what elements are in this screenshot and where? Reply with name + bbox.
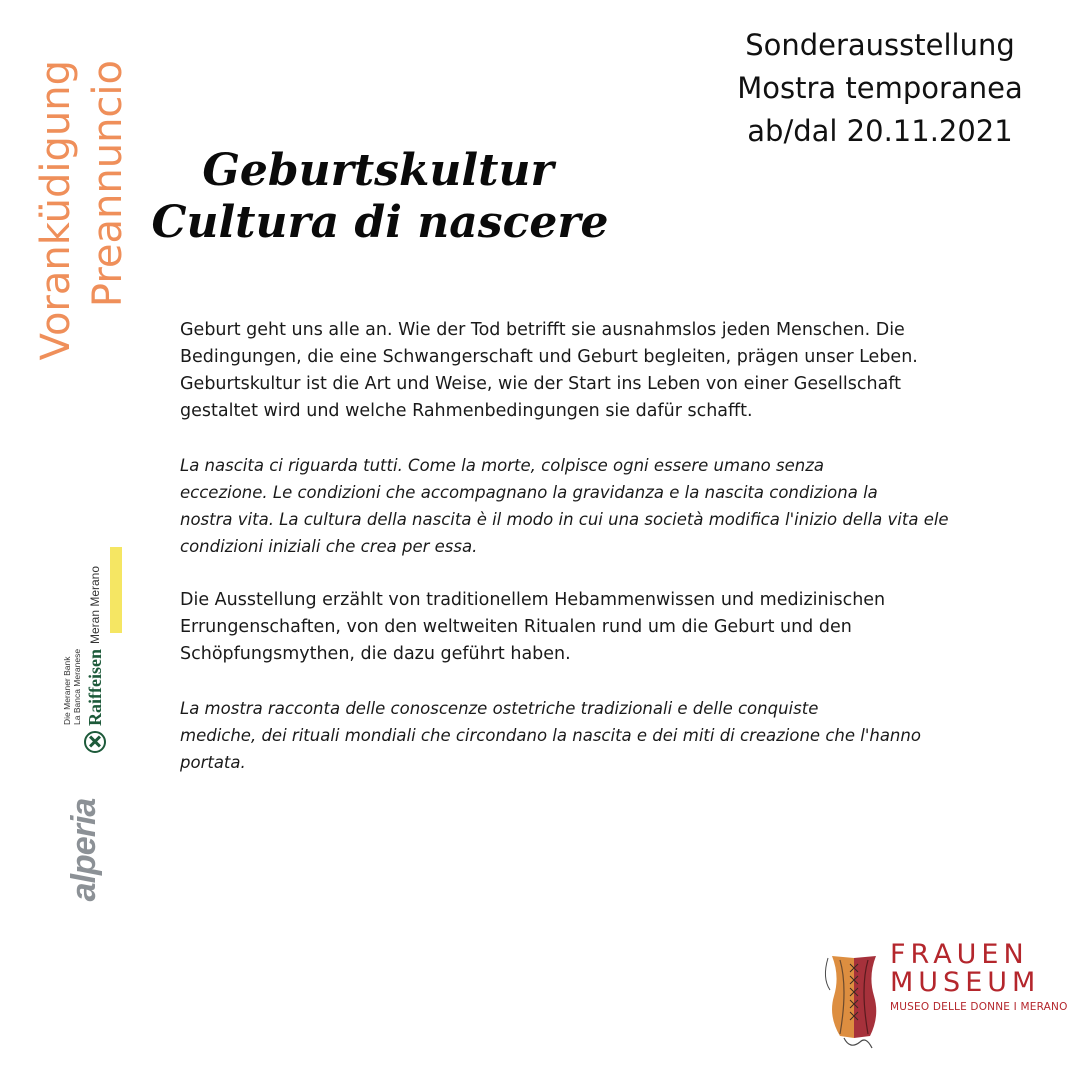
raiffeisen-city: Meran Merano: [88, 565, 102, 645]
paragraph-italian-2: La mostra racconta delle conoscenze ostetriche tradizionali e delle conquiste mediche, dei rituali mondiali che circondano la nascita e dei miti di creazione che l'hanno portata.: [180, 699, 921, 772]
raiffeisen-tagline: [62, 649, 82, 725]
side-title-italian: Preannuncio: [85, 60, 131, 308]
side-title: [30, 60, 140, 430]
side-title-german: Voranküdigung: [33, 60, 79, 361]
alperia-wordmark: alperia: [65, 798, 103, 902]
description: [180, 317, 990, 776]
title-german: Geburtskultur: [202, 145, 554, 196]
title-italian: Cultura di nascere: [151, 197, 609, 248]
exhibition-info: [700, 24, 1060, 153]
raiffeisen-tagline-italian: La Banca Meranese: [72, 648, 82, 725]
corset-icon: [820, 938, 890, 1053]
raiffeisen-emblem-icon: [84, 731, 106, 753]
frauenmuseum-logo: [820, 938, 1068, 1058]
exhibition-type-italian: Mostra temporanea: [737, 71, 1023, 105]
museum-name-line2: MUSEUM: [890, 967, 1041, 998]
raiffeisen-brand: [82, 566, 108, 753]
paragraph-german-1: Geburt geht uns alle an. Wie der Tod betrifft sie ausnahmslos jeden Menschen. Die Bedingungen, die eine Schwangerschaft und Geburt begleiten, prägen unser Leben. Geburtskultur ist die Art und Weise, wie der Start ins Leben von einer Gesellschaft gestaltet wird und welche Rahmenbedingungen sie dafür schafft.: [180, 320, 918, 421]
raiffeisen-yellow-bar: [110, 547, 122, 633]
paragraph-german-2: Die Ausstellung erzählt von traditionellem Hebammenwissen und medizinischen Errungenschaften, von den weltweiten Ritualen rund um die Geburt und den Schöpfungsmythen, die dazu geführt haben.: [180, 590, 886, 664]
exhibition-date: ab/dal 20.11.2021: [747, 114, 1013, 148]
raiffeisen-name: Raiffeisen: [84, 649, 105, 726]
page-title: [150, 145, 610, 249]
raiffeisen-logo: [60, 545, 130, 755]
museum-name-line1: FRAUEN: [890, 939, 1029, 970]
paragraph-italian-1: La nascita ci riguarda tutti. Come la morte, colpisce ogni essere umano senza eccezione. Le condizioni che accompagnano la gravidanza e la nascita condiziona la nostra vita. La cultura della nascita è il modo in cui una società modifica l'inizio della vita ele condizioni iniziali che crea per essa.: [180, 456, 949, 556]
exhibition-type-german: Sonderausstellung: [745, 28, 1015, 62]
raiffeisen-tagline-german: Die Meraner Bank: [62, 656, 72, 725]
alperia-logo: [62, 790, 106, 910]
museum-subtitle: MUSEO DELLE DONNE I MERANO: [890, 1001, 1068, 1013]
